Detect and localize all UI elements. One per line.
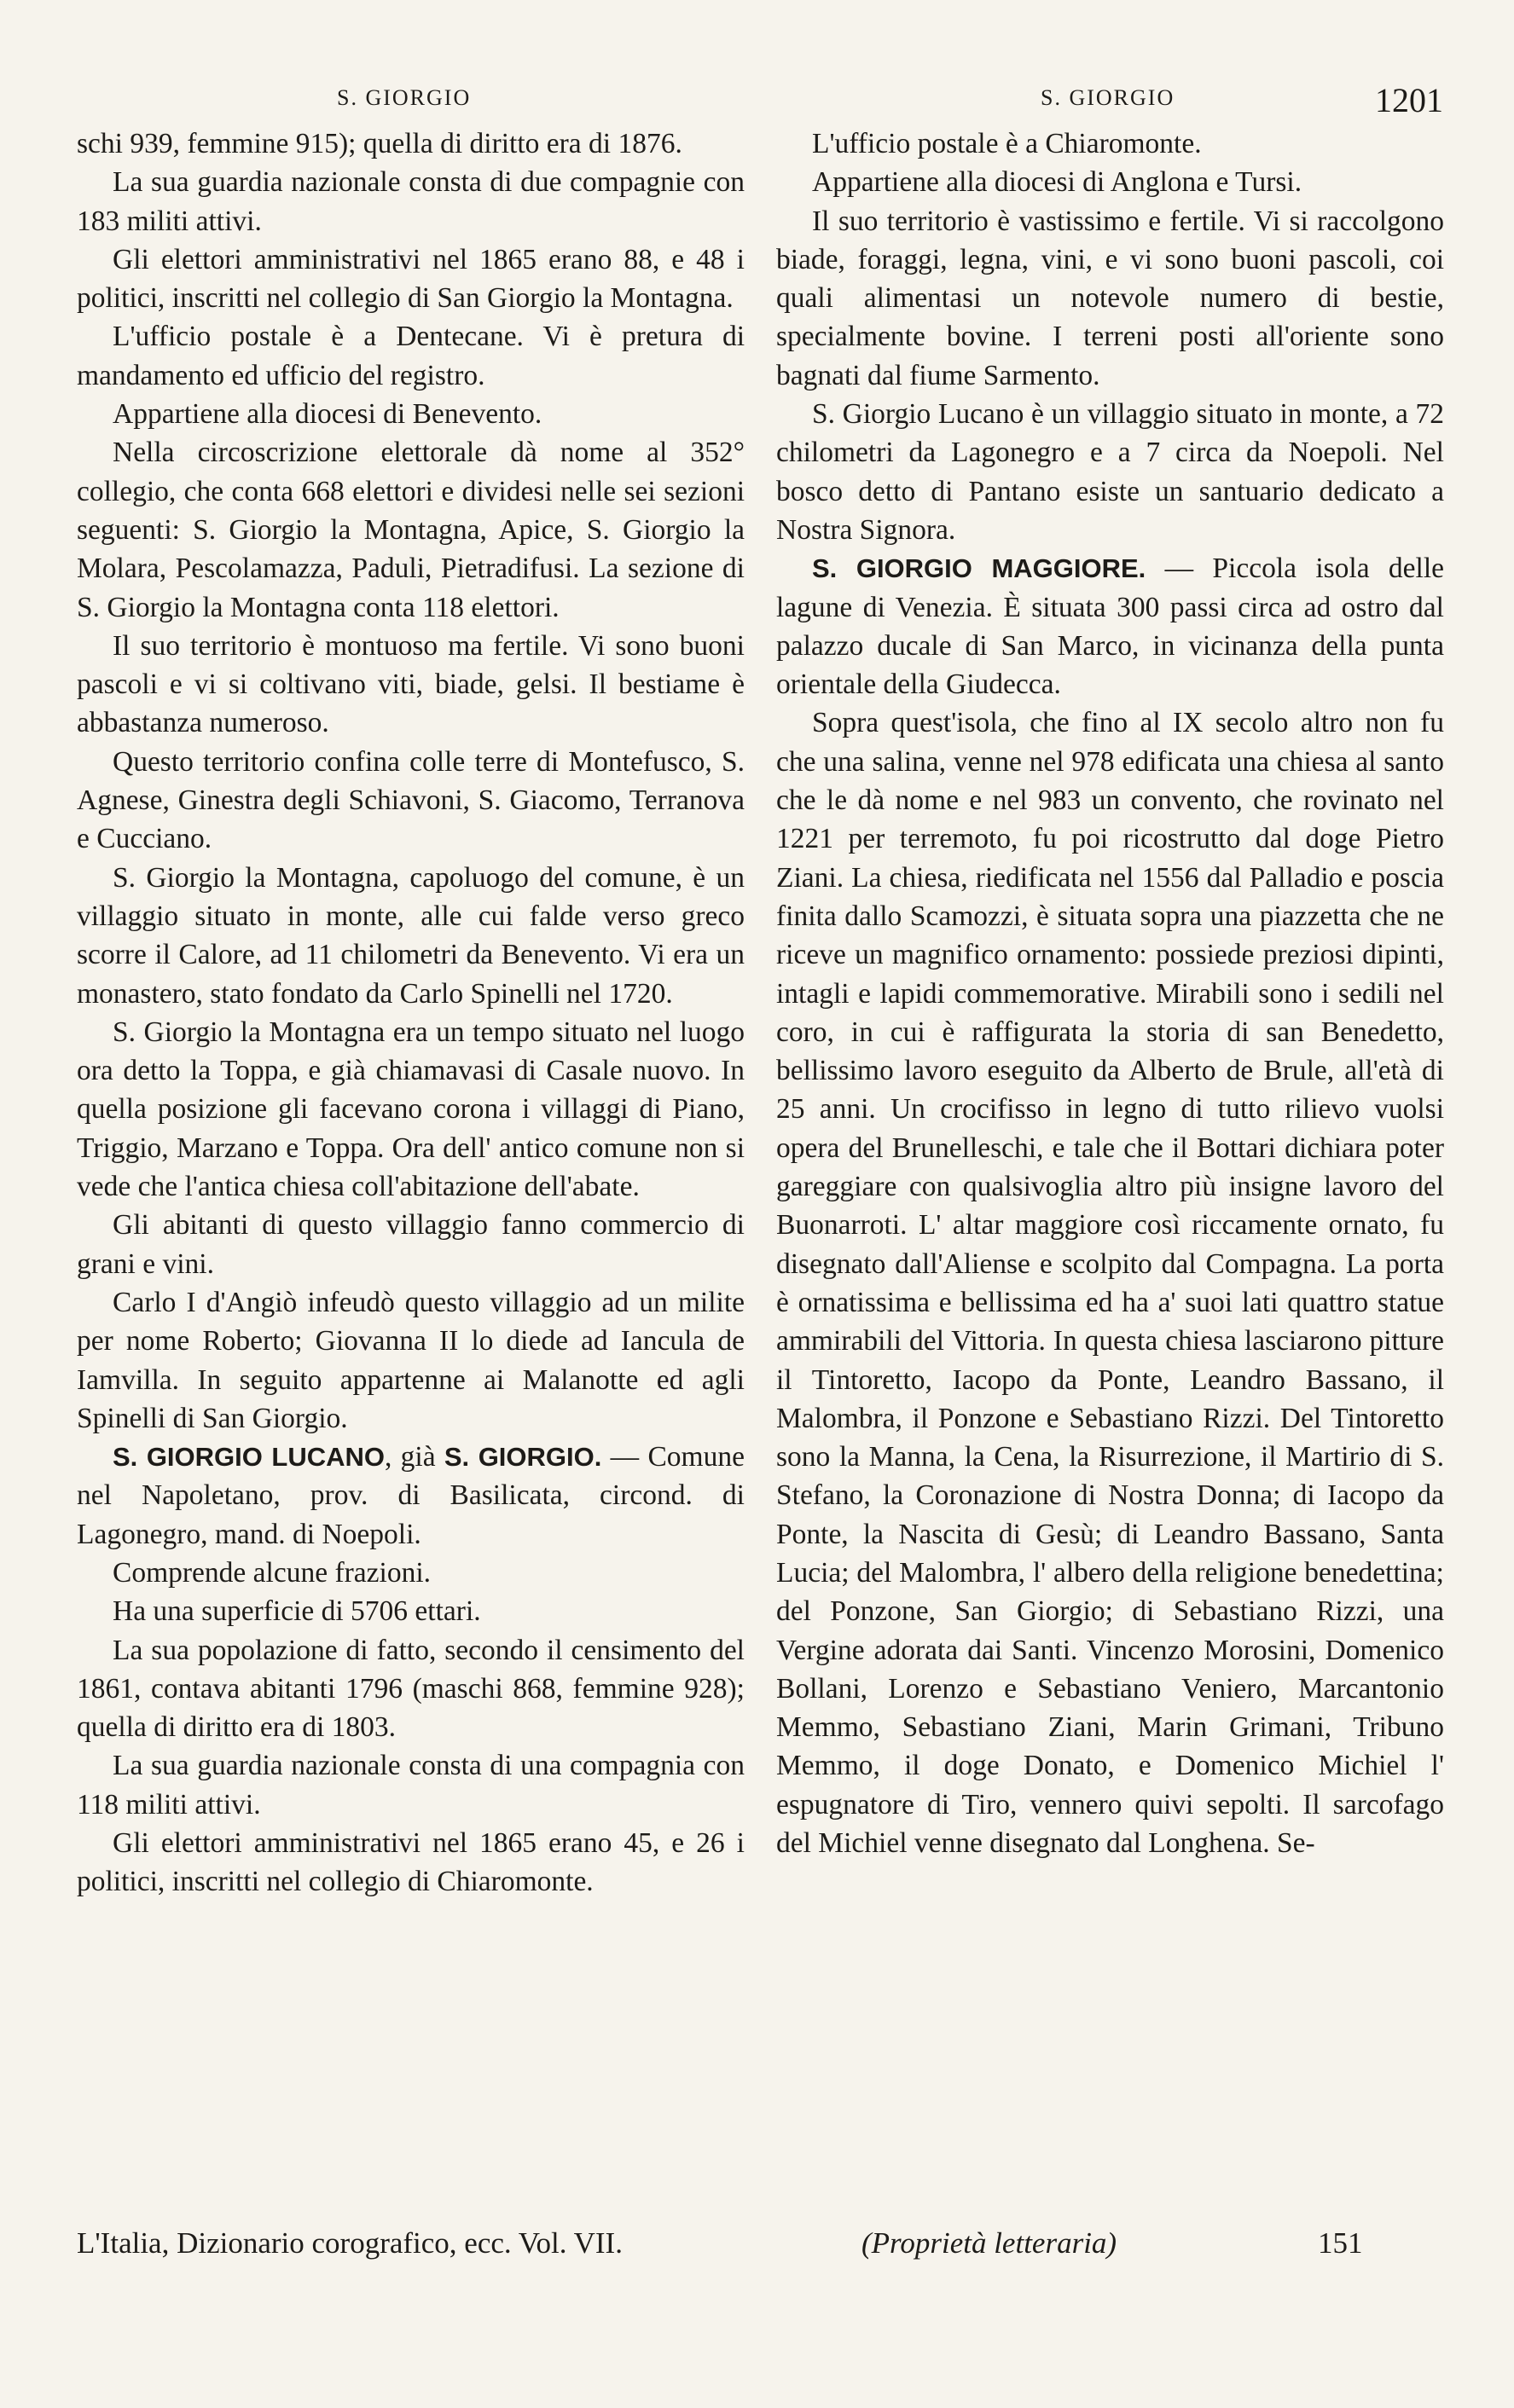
paragraph: S. Giorgio la Montagna era un tempo situato nel luogo ora detto la Toppa, e già chiamavasi di Casale nuovo. In quella posizione gli facevano corona i villaggi di Piano, Triggio, Marzano e Toppa. Ora dell' antico comune non si vede che l'antica chiesa coll'abitazione dell'abate. (77, 1016, 745, 1203)
paragraph: Il suo territorio è montuoso ma fertile. Vi sono buoni pascoli e vi si coltivano viti, biade, gelsi. Il bestiame è abbastanza numeroso. (77, 629, 745, 739)
footer-signature: 151 (1318, 2226, 1363, 2260)
paragraph: S. Giorgio Lucano è un villaggio situato in monte, a 72 chilometri da Lagonegro e a 7 circa da Noepoli. Nel bosco detto di Pantano esiste un santuario dedicato a Nostra Signora. (776, 398, 1444, 546)
entry-headword: S. GIORGIO MAGGIORE. (812, 553, 1146, 584)
paragraph: Appartiene alla diocesi di Anglona e Tursi. (812, 166, 1302, 199)
footer-source: L'Italia, Dizionario corografico, ecc. Vol. VII. (77, 2226, 623, 2260)
paragraph: La sua popolazione di fatto, secondo il censimento del 1861, contava abitanti 1796 (maschi 868, femmine 928); quella di diritto era di 1803. (77, 1634, 745, 1744)
dictionary-entry (77, 1438, 745, 1554)
paragraph: Questo territorio confina colle terre di Montefusco, S. Agnese, Ginestra degli Schiavoni, S. Giacomo, Terranova e Cucciano. (77, 745, 745, 855)
page-number: 1201 (1375, 81, 1443, 119)
paragraph: Il suo territorio è vastissimo e fertile. Vi si raccolgono biade, foraggi, legna, vini, e vi sono buoni pascoli, coi quali alimentasi un notevole numero di bestie, specialmente bovine. I terreni posti all'oriente sono bagnati dal fiume Sarmento. (776, 205, 1444, 391)
entry-headword: S. GIORGIO LUCANO (113, 1442, 385, 1473)
paragraph: Carlo I d'Angiò infeudò questo villaggio ad un milite per nome Roberto; Giovanna II lo diede ad Iancula de Iamvilla. In seguito appartenne ai Malanotte ed agli Spinelli di San Giorgio. (77, 1286, 745, 1434)
paragraph: Nella circoscrizione elettorale dà nome al 352° collegio, che conta 668 elettori e dividesi nelle sei sezioni seguenti: S. Giorgio la Montagna, Apice, S. Giorgio la Molara, Pescolamazza, Paduli, Pietradifusi. La sezione di S. Giorgio la Montagna conta 118 elettori. (77, 437, 745, 623)
paragraph: Gli abitanti di questo villaggio fanno commercio di grani e vini. (77, 1209, 745, 1280)
right-column (776, 124, 1444, 1862)
paragraph: Ha una superficie di 5706 ettari. (113, 1595, 481, 1628)
paragraph: schi 939, femmine 915); quella di diritto era di 1876. (77, 128, 682, 159)
running-head-right: S. GIORGIO (1041, 85, 1175, 110)
left-column (77, 124, 745, 1902)
paragraph: L'ufficio postale è a Chiaromonte. (812, 128, 1202, 159)
entry-connector: , già (385, 1441, 444, 1473)
paragraph: Gli elettori amministrativi nel 1865 erano 88, e 48 i politici, inscritti nel collegio di San Giorgio la Montagna. (77, 243, 745, 315)
paragraph: L'ufficio postale è a Dentecane. Vi è pretura di mandamento ed ufficio del registro. (77, 321, 745, 391)
running-head-left: S. GIORGIO (337, 85, 472, 110)
entry-alt-headword: S. GIORGIO. (444, 1442, 602, 1473)
paragraph: La sua guardia nazionale consta di due compagnie con 183 militi attivi. (77, 166, 745, 237)
paragraph: Comprende alcune frazioni. (113, 1556, 431, 1589)
entry-text: — Piccola isola delle lagune di Venezia. È situata 300 passi circa ad ostro dal palazzo ducale di San Marco, in vicinanza della punta orientale della Giudecca. (776, 553, 1445, 701)
paragraph: Appartiene alla diocesi di Benevento. (113, 398, 542, 431)
dictionary-entry (776, 549, 1444, 703)
footer (77, 2226, 1459, 2269)
paragraph: La sua guardia nazionale consta di una compagnia con 118 militi attivi. (77, 1750, 745, 1820)
entry-text: — Comune nel Napoletano, prov. di Basilicata, circond. di Lagonegro, mand. di Noepoli. (77, 1441, 745, 1550)
paragraph: Sopra quest'isola, che fino al IX secolo altro non fu che una salina, venne nel 978 edificata una chiesa al santo che le dà nome e nel 983 un convento, che rovinato nel 1221 per terremoto, fu poi ricostrutto dal doge Pietro Ziani. La chiesa, riedificata nel 1556 dal Palladio e poscia finita dallo Scamozzi, è situata sopra una piazzetta che ne riceve un magnifico ornamento: possiede preziosi dipinti, intagli e lapidi commemorative. Mirabili sono i sedili nel coro, in cui è raffigurata la storia di san Benedetto, bellissimo lavoro eseguito da Alberto de Brule, all'età di 25 anni. Un crocifisso in legno di tutto rilievo vuolsi opera del Brunelleschi, e tale che il Bottari dichiara poter gareggiare con qualsivoglia altro più insigne lavoro del Buonarroti. L' altar maggiore così riccamente ornato, fu disegnato dall'Aliense e scolpito dal Compagna. La porta è ornatissima e bellissima ed ha a' suoi lati quattro statue ammirabili del Vittoria. In questa chiesa lasciarono pitture il Tintoretto, Iacopo da Ponte, Leandro Bassano, il Malombra, il Ponzone e Sebastiano Rizzi. Del Tintoretto sono la Manna, la Cena, la Risurrezione, il Martirio di S. Stefano, la Coronazione di Nostra Donna; di Iacopo da Ponte, la Nascita di Gesù; di Leandro Bassano, Santa Lucia; del Malombra, l' albero della religione benedettina; del Ponzone, San Giorgio; di Sebastiano Rizzi, una Vergine adorata dai Santi. Vincenzo Morosini, Domenico Bollani, Lorenzo e Sebastiano Veniero, Marcantonio Memmo, Sebastiano Ziani, Marin Grimani, Tribuno Memmo, il doge Donato, e Domenico Michiel l' espugnatore di Tiro, vennero quivi sepolti. Il sarcofago del Michiel venne disegnato dal Longhena. Se- (776, 707, 1444, 1860)
paragraph: S. Giorgio la Montagna, capoluogo del comune, è un villaggio situato in monte, alle cui falde verso greco scorre il Calore, ad 11 chilometri da Benevento. Vi era un monastero, stato fondato da Carlo Spinelli nel 1720. (77, 861, 745, 1010)
footer-property-note: (Proprietà letteraria) (861, 2226, 1117, 2260)
paragraph: Gli elettori amministrativi nel 1865 erano 45, e 26 i politici, inscritti nel collegio di Chiaromonte. (77, 1827, 745, 1898)
